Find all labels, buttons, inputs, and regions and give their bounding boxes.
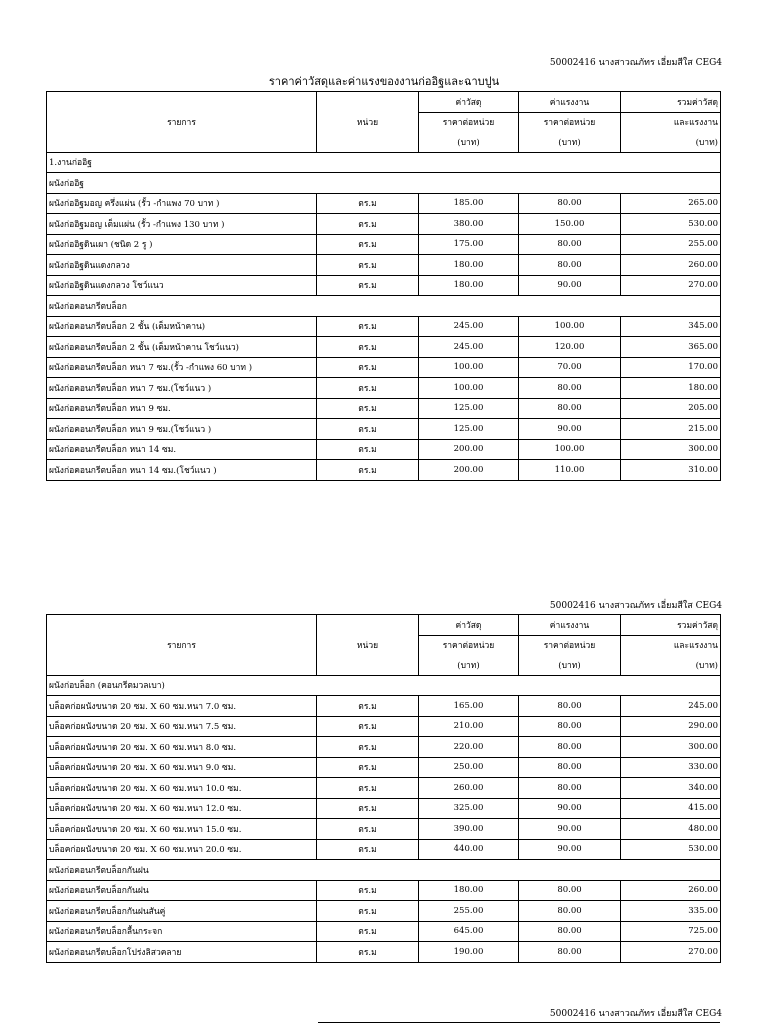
item-unit: ตร.ม xyxy=(317,234,419,255)
col-header-total-sub: และแรงงาน xyxy=(621,635,721,655)
page3-header-code: 50002416 นางสาวณภัทร เอี่ยมสีใส CEG4 xyxy=(549,1009,722,1019)
total-price: 530.00 xyxy=(621,214,721,235)
item-unit: ตร.ม xyxy=(317,439,419,460)
table-row xyxy=(47,234,721,255)
item-unit: ตร.ม xyxy=(317,798,419,819)
total-price: 330.00 xyxy=(621,757,721,778)
labor-price: 80.00 xyxy=(519,716,621,737)
item-unit: ตร.ม xyxy=(317,696,419,717)
total-price: 340.00 xyxy=(621,778,721,799)
table-row xyxy=(47,880,721,901)
material-price: 175.00 xyxy=(419,234,519,255)
material-price: 125.00 xyxy=(419,419,519,440)
labor-price: 80.00 xyxy=(519,255,621,276)
item-unit: ตร.ม xyxy=(317,839,419,860)
total-price: 335.00 xyxy=(621,901,721,922)
labor-price: 80.00 xyxy=(519,757,621,778)
table-row xyxy=(47,193,721,214)
total-price: 215.00 xyxy=(621,419,721,440)
col-header-total-baht: (บาท) xyxy=(621,132,721,152)
table-row xyxy=(47,716,721,737)
total-price: 260.00 xyxy=(621,255,721,276)
labor-price: 80.00 xyxy=(519,378,621,399)
total-price: 205.00 xyxy=(621,398,721,419)
table-row xyxy=(47,337,721,358)
labor-price: 80.00 xyxy=(519,901,621,922)
section-row xyxy=(47,152,721,173)
labor-price: 100.00 xyxy=(519,439,621,460)
section-label: ผนังก่อคอนกรีตบล็อกกันฝน xyxy=(47,860,721,881)
material-price: 190.00 xyxy=(419,942,519,963)
material-price: 380.00 xyxy=(419,214,519,235)
col-header-unit: หน่วย xyxy=(317,92,419,153)
material-price: 245.00 xyxy=(419,337,519,358)
total-price: 290.00 xyxy=(621,716,721,737)
item-label: ผนังก่ออิฐมอญ ครึ่งแผ่น (รั้ว -กำแพง 70 บาท ) xyxy=(47,193,317,214)
col-header-item: รายการ xyxy=(47,92,317,153)
table-row xyxy=(47,737,721,758)
material-price: 180.00 xyxy=(419,880,519,901)
col-header-labor: ค่าแรงงาน xyxy=(519,615,621,636)
labor-price: 90.00 xyxy=(519,275,621,296)
col-header-total-sub: และแรงงาน xyxy=(621,112,721,132)
item-label: บล็อคก่อผนังขนาด 20 ซม. X 60 ซม.หนา 12.0 ซม. xyxy=(47,798,317,819)
total-price: 180.00 xyxy=(621,378,721,399)
col-header-total-baht: (บาท) xyxy=(621,655,721,675)
col-header-material-unit-price: ราคาต่อหน่วย xyxy=(419,635,519,655)
col-header-item: รายการ xyxy=(47,615,317,676)
total-price: 725.00 xyxy=(621,921,721,942)
item-label: ผนังก่อคอนกรีตบล็อก หนา 7 ซม.(รั้ว -กำแพง 60 บาท ) xyxy=(47,357,317,378)
total-price: 300.00 xyxy=(621,737,721,758)
material-price: 260.00 xyxy=(419,778,519,799)
total-price: 270.00 xyxy=(621,942,721,963)
section-row xyxy=(47,296,721,317)
labor-price: 90.00 xyxy=(519,819,621,840)
labor-price: 110.00 xyxy=(519,460,621,481)
total-price: 310.00 xyxy=(621,460,721,481)
table-row xyxy=(47,942,721,963)
item-unit: ตร.ม xyxy=(317,901,419,922)
section-label: 1.งานก่ออิฐ xyxy=(47,152,721,173)
labor-price: 80.00 xyxy=(519,921,621,942)
col-header-labor-unit-price: ราคาต่อหน่วย xyxy=(519,635,621,655)
item-unit: ตร.ม xyxy=(317,737,419,758)
total-price: 415.00 xyxy=(621,798,721,819)
price-table-1 xyxy=(46,91,721,481)
section-row xyxy=(47,675,721,696)
item-unit: ตร.ม xyxy=(317,778,419,799)
col-header-material-baht: (บาท) xyxy=(419,655,519,675)
item-unit: ตร.ม xyxy=(317,316,419,337)
table-row xyxy=(47,839,721,860)
item-unit: ตร.ม xyxy=(317,716,419,737)
price-table-2 xyxy=(46,614,721,963)
labor-price: 70.00 xyxy=(519,357,621,378)
item-unit: ตร.ม xyxy=(317,819,419,840)
labor-price: 80.00 xyxy=(519,942,621,963)
col-header-labor: ค่าแรงงาน xyxy=(519,92,621,113)
material-price: 180.00 xyxy=(419,275,519,296)
labor-price: 80.00 xyxy=(519,880,621,901)
table-row xyxy=(47,460,721,481)
labor-price: 90.00 xyxy=(519,798,621,819)
table-row xyxy=(47,696,721,717)
col-header-material-unit-price: ราคาต่อหน่วย xyxy=(419,112,519,132)
material-price: 180.00 xyxy=(419,255,519,276)
item-unit: ตร.ม xyxy=(317,460,419,481)
item-unit: ตร.ม xyxy=(317,193,419,214)
table-row xyxy=(47,757,721,778)
section-row xyxy=(47,860,721,881)
item-label: ผนังก่อคอนกรีตบล็อก หนา 14 ซม. xyxy=(47,439,317,460)
col-header-unit: หน่วย xyxy=(317,615,419,676)
page2-header-code: 50002416 นางสาวณภัทร เอี่ยมสีใส CEG4 xyxy=(549,601,722,611)
item-unit: ตร.ม xyxy=(317,398,419,419)
table-row xyxy=(47,255,721,276)
item-label: ผนังก่อคอนกรีตบล็อก หนา 14 ซม.(โชว์แนว ) xyxy=(47,460,317,481)
table-row xyxy=(47,419,721,440)
item-label: บล็อคก่อผนังขนาด 20 ซม. X 60 ซม.หนา 20.0 ซม. xyxy=(47,839,317,860)
total-price: 260.00 xyxy=(621,880,721,901)
item-label: ผนังก่ออิฐดินเผา (ชนิด 2 รู ) xyxy=(47,234,317,255)
table-row xyxy=(47,778,721,799)
table-row xyxy=(47,439,721,460)
total-price: 170.00 xyxy=(621,357,721,378)
item-label: ผนังก่ออิฐมอญ เต็มแผ่น (รั้ว -กำแพง 130 บาท ) xyxy=(47,214,317,235)
item-unit: ตร.ม xyxy=(317,378,419,399)
item-label: ผนังก่อคอนกรีตบล็อกกันฝน xyxy=(47,880,317,901)
item-label: ผนังก่อคอนกรีตบล็อก หนา 9 ซม.(โชว์แนว ) xyxy=(47,419,317,440)
item-label: บล็อคก่อผนังขนาด 20 ซม. X 60 ซม.หนา 15.0 ซม. xyxy=(47,819,317,840)
total-price: 270.00 xyxy=(621,275,721,296)
table-row xyxy=(47,798,721,819)
total-price: 365.00 xyxy=(621,337,721,358)
material-price: 645.00 xyxy=(419,921,519,942)
labor-price: 80.00 xyxy=(519,234,621,255)
item-unit: ตร.ม xyxy=(317,337,419,358)
item-unit: ตร.ม xyxy=(317,942,419,963)
item-label: ผนังก่อคอนกรีตบล็อกโปร่งลิสวคลาย xyxy=(47,942,317,963)
material-price: 200.00 xyxy=(419,439,519,460)
labor-price: 80.00 xyxy=(519,696,621,717)
total-price: 530.00 xyxy=(621,839,721,860)
material-price: 210.00 xyxy=(419,716,519,737)
total-price: 255.00 xyxy=(621,234,721,255)
item-label: ผนังก่อคอนกรีตบล็อก 2 ชั้น (เต็มหน้าคาน) xyxy=(47,316,317,337)
page1-header-code: 50002416 นางสาวณภัทร เอี่ยมสีใส CEG4 xyxy=(549,58,722,68)
material-price: 100.00 xyxy=(419,357,519,378)
item-unit: ตร.ม xyxy=(317,757,419,778)
material-price: 255.00 xyxy=(419,901,519,922)
material-price: 245.00 xyxy=(419,316,519,337)
table-row xyxy=(47,921,721,942)
total-price: 265.00 xyxy=(621,193,721,214)
section-label: ผนังก่ออิฐ xyxy=(47,173,721,194)
item-unit: ตร.ม xyxy=(317,275,419,296)
material-price: 440.00 xyxy=(419,839,519,860)
labor-price: 150.00 xyxy=(519,214,621,235)
labor-price: 120.00 xyxy=(519,337,621,358)
section-label: ผนังก่อคอนกรีตบล็อก xyxy=(47,296,721,317)
col-header-material: ค่าวัสดุ xyxy=(419,92,519,113)
item-label: ผนังก่อคอนกรีตบล็อกลื้นกระจก xyxy=(47,921,317,942)
material-price: 390.00 xyxy=(419,819,519,840)
material-price: 185.00 xyxy=(419,193,519,214)
col-header-total: รวมค่าวัสดุ xyxy=(621,92,721,113)
table-row xyxy=(47,398,721,419)
table-row xyxy=(47,901,721,922)
table-row xyxy=(47,214,721,235)
material-price: 220.00 xyxy=(419,737,519,758)
labor-price: 90.00 xyxy=(519,839,621,860)
section-label: ผนังก่อบล็อก (คอนกรีตมวลเบา) xyxy=(47,675,721,696)
labor-price: 80.00 xyxy=(519,778,621,799)
item-label: ผนังก่อคอนกรีตบล็อก หนา 9 ซม. xyxy=(47,398,317,419)
total-price: 345.00 xyxy=(621,316,721,337)
item-label: ผนังก่อคอนกรีตบล็อก หนา 7 ซม.(โชว์แนว ) xyxy=(47,378,317,399)
material-price: 325.00 xyxy=(419,798,519,819)
table-row xyxy=(47,819,721,840)
labor-price: 80.00 xyxy=(519,398,621,419)
col-header-material-baht: (บาท) xyxy=(419,132,519,152)
item-label: ผนังก่ออิฐดินแดงกลวง โชว์แนว xyxy=(47,275,317,296)
col-header-labor-baht: (บาท) xyxy=(519,655,621,675)
item-unit: ตร.ม xyxy=(317,255,419,276)
table-row xyxy=(47,378,721,399)
total-price: 300.00 xyxy=(621,439,721,460)
item-label: ผนังก่อคอนกรีตบล็อก 2 ชั้น (เต็มหน้าคาน โชว์แนว) xyxy=(47,337,317,358)
item-unit: ตร.ม xyxy=(317,880,419,901)
item-unit: ตร.ม xyxy=(317,921,419,942)
item-label: บล็อคก่อผนังขนาด 20 ซม. X 60 ซม.หนา 8.0 ซม. xyxy=(47,737,317,758)
item-label: บล็อคก่อผนังขนาด 20 ซม. X 60 ซม.หนา 9.0 ซม. xyxy=(47,757,317,778)
item-label: บล็อคก่อผนังขนาด 20 ซม. X 60 ซม.หนา 7.0 ซม. xyxy=(47,696,317,717)
col-header-labor-baht: (บาท) xyxy=(519,132,621,152)
table-row xyxy=(47,357,721,378)
page3-table-top-border xyxy=(318,1022,720,1023)
item-label: บล็อคก่อผนังขนาด 20 ซม. X 60 ซม.หนา 7.5 ซม. xyxy=(47,716,317,737)
total-price: 245.00 xyxy=(621,696,721,717)
item-label: ผนังก่ออิฐดินแดงกลวง xyxy=(47,255,317,276)
labor-price: 80.00 xyxy=(519,193,621,214)
item-label: บล็อคก่อผนังขนาด 20 ซม. X 60 ซม.หนา 10.0 ซม. xyxy=(47,778,317,799)
section-row xyxy=(47,173,721,194)
material-price: 200.00 xyxy=(419,460,519,481)
col-header-total: รวมค่าวัสดุ xyxy=(621,615,721,636)
table-row xyxy=(47,316,721,337)
item-unit: ตร.ม xyxy=(317,357,419,378)
material-price: 100.00 xyxy=(419,378,519,399)
labor-price: 100.00 xyxy=(519,316,621,337)
labor-price: 80.00 xyxy=(519,737,621,758)
item-unit: ตร.ม xyxy=(317,214,419,235)
col-header-labor-unit-price: ราคาต่อหน่วย xyxy=(519,112,621,132)
material-price: 165.00 xyxy=(419,696,519,717)
total-price: 480.00 xyxy=(621,819,721,840)
page1-title: ราคาค่าวัสดุและค่าแรงของงานก่ออิฐและฉาบปูน xyxy=(268,75,500,88)
material-price: 125.00 xyxy=(419,398,519,419)
material-price: 250.00 xyxy=(419,757,519,778)
table-row xyxy=(47,275,721,296)
item-label: ผนังก่อคอนกรีตบล็อกกันฝนสันคู่ xyxy=(47,901,317,922)
col-header-material: ค่าวัสดุ xyxy=(419,615,519,636)
item-unit: ตร.ม xyxy=(317,419,419,440)
labor-price: 90.00 xyxy=(519,419,621,440)
